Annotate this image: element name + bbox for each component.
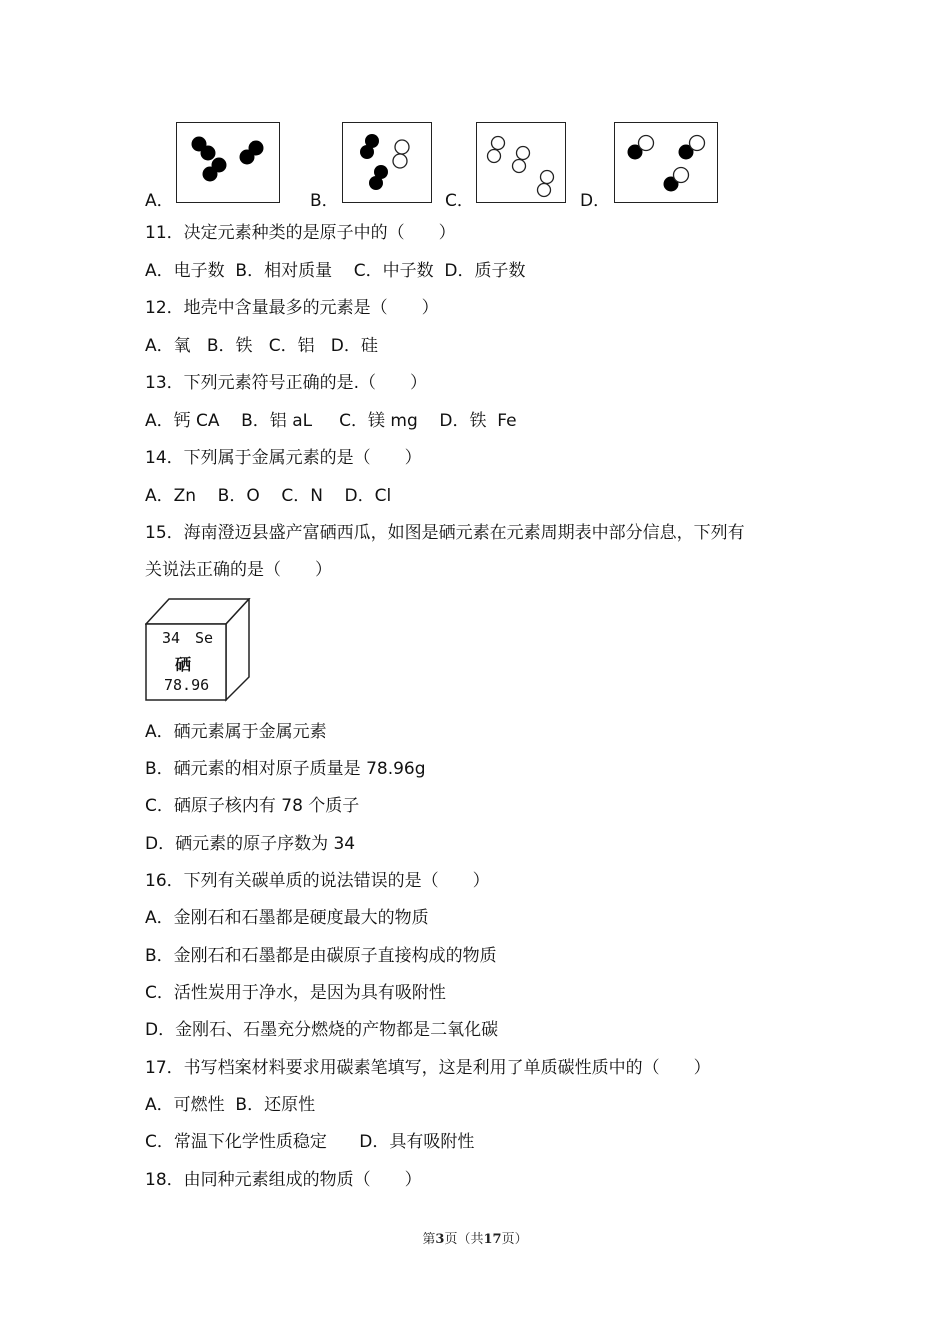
element-symbol: Se	[195, 629, 214, 647]
options-12: A．氧 B．铁 C．铝 D．硅	[145, 336, 378, 356]
footer-prefix: 第	[422, 1232, 436, 1247]
options-13: A．钙 CA B．铝 aL C．镁 mg D．铁 Fe	[145, 411, 517, 431]
option-15-b: B．硒元素的相对原子质量是 78.96g	[145, 759, 426, 779]
option-a-label: A．	[145, 191, 174, 211]
element-atomic-number: 34	[162, 629, 181, 647]
molecule-box-a	[176, 122, 280, 203]
page-footer	[0, 1228, 950, 1247]
question-14: 14．下列属于金属元素的是（ ）	[145, 448, 422, 468]
option-16-a: A．金刚石和石墨都是硬度最大的物质	[145, 908, 429, 928]
option-15-c: C．硒原子核内有 78 个质子	[145, 796, 360, 816]
option-15-a: A．硒元素属于金属元素	[145, 722, 327, 742]
molecule-diagram-d	[615, 123, 717, 202]
element-atomic-mass: 78.96	[164, 676, 210, 694]
molecule-box-d	[614, 122, 718, 203]
molecule-diagram-a	[177, 123, 279, 202]
footer-mid: 页（共	[444, 1232, 484, 1247]
question-15-line1: 15．海南澄迈县盛产富硒西瓜，如图是硒元素在元素周期表中部分信息，下列有	[145, 523, 745, 543]
question-11: 11．决定元素种类的是原子中的（ ）	[145, 223, 456, 243]
options-14: A．Zn B．O C．N D．Cl	[145, 486, 392, 506]
element-card	[145, 598, 251, 702]
question-17: 17．书写档案材料要求用碳素笔填写，这是利用了单质碳性质中的（ ）	[145, 1058, 711, 1078]
option-16-c: C．活性炭用于净水，是因为具有吸附性	[145, 983, 446, 1003]
question-18: 18．由同种元素组成的物质（ ）	[145, 1170, 422, 1190]
question-16: 16．下列有关碳单质的说法错误的是（ ）	[145, 871, 490, 891]
options-11: A．电子数 B．相对质量 C．中子数 D．质子数	[145, 261, 526, 281]
option-16-b: B．金刚石和石墨都是由碳原子直接构成的物质	[145, 946, 497, 966]
molecule-diagram-c	[477, 123, 565, 202]
option-d-label: D．	[580, 191, 611, 211]
question-15-line2: 关说法正确的是（ ）	[145, 560, 332, 580]
question-13: 13．下列元素符号正确的是.（ ）	[145, 373, 428, 393]
footer-total-pages: 17	[483, 1232, 502, 1247]
options-17-row2: C．常温下化学性质稳定 D．具有吸附性	[145, 1132, 475, 1152]
molecule-box-b	[342, 122, 432, 203]
option-15-d: D．硒元素的原子序数为 34	[145, 834, 356, 854]
options-17-row1: A．可燃性 B．还原性	[145, 1095, 316, 1115]
option-16-d: D．金刚石、石墨充分燃烧的产物都是二氧化碳	[145, 1020, 499, 1040]
option-c-label: C．	[445, 191, 474, 211]
molecule-diagram-b	[343, 123, 431, 202]
option-b-label: B．	[310, 191, 339, 211]
molecule-box-c	[476, 122, 566, 203]
footer-suffix: 页）	[501, 1232, 528, 1247]
footer-page-number: 3	[435, 1232, 445, 1247]
element-name: 硒	[175, 655, 192, 674]
question-12: 12．地壳中含量最多的元素是（ ）	[145, 298, 439, 318]
